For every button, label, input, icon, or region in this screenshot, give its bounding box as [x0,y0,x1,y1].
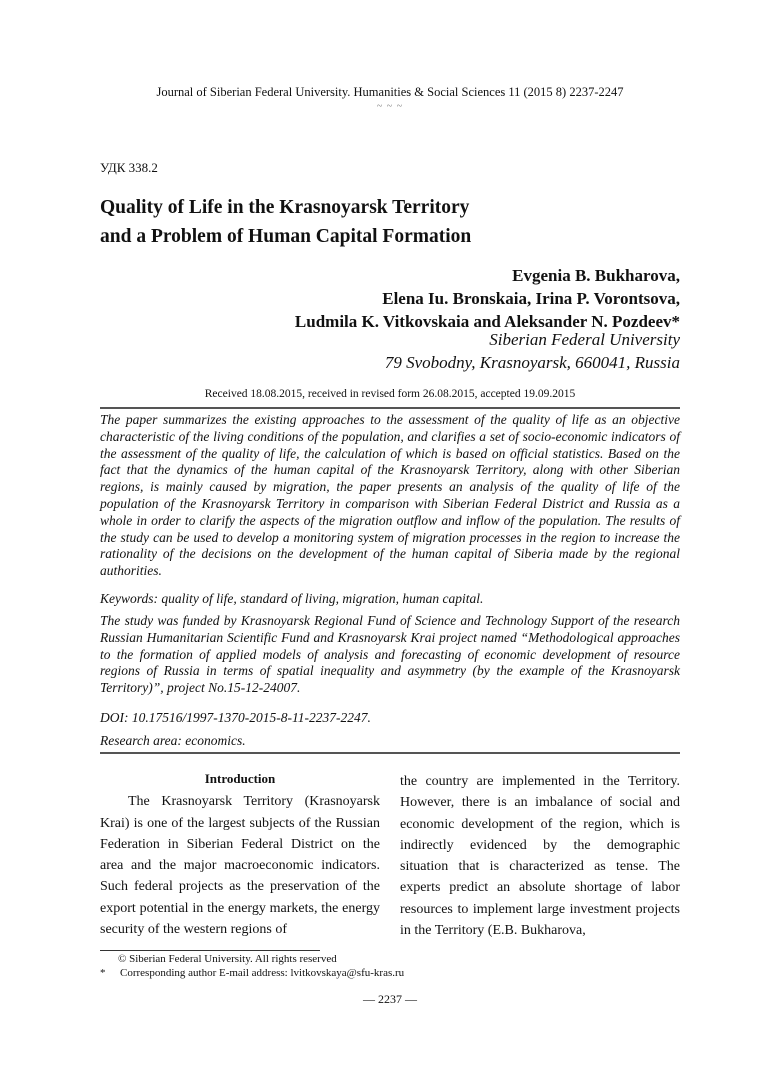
affiliation-address: 79 Svobodny, Krasnoyarsk, 660041, Russia [384,353,680,372]
udk-code: УДК 338.2 [100,160,158,175]
author-line: Elena Iu. Bronskaia, Irina P. Vorontsova, [382,289,680,308]
doi[interactable]: DOI: 10.17516/1997-1370-2015-8-11-2237-2247. [100,710,371,725]
received-dates: Received 18.08.2015, received in revised form 26.08.2015, accepted 19.09.2015 [204,388,576,400]
header-separator: ~ ~ ~ [376,101,404,112]
abstract: The paper summarizes the existing approaches to the assessment of the quality of life as an objective characteristic of the living conditions of the population, and clarifies a set of socio-economic indicators of the assessment of the quality of life, the calculation of which is based on official statistics. Based on the fact that the dynamics of the human capital of the Krasnoyarsk Territory, along with other Siberian regions, is mainly caused by migration, the paper presents an analysis of the quality of life of the population of the Krasnoyarsk Territory in comparison with Siberian Federal District and Russia as a whole in order to clarify the aspects of the migration outflow and inflow of the population. The results of the study can be used to develop a monitoring system of migration processes in the region to increase the rationality of the decisions on the development of the human capital of Siberia made by the regional authorities. [100,412,680,579]
paragraph: The Krasnoyarsk Territory (Krasnoyarsk Krai) is one of the largest subjects of the Russian Federation in Siberian Federal District on the area and the major macroeconomic indicators. Such federal projects as the preservation of the export potential in the energy markets, the energy security of the western regions of [100,794,380,938]
footnote-rule [100,950,320,951]
paper-title [100,193,471,251]
author-line: Evgenia B. Bukharova, [512,266,680,285]
section-heading-introduction: Introduction [204,771,276,786]
journal-header: Journal of Siberian Federal University. Humanities & Social Sciences 11 (2015 8) 2237-2247 [156,85,624,99]
keywords: Keywords: quality of life, standard of living, migration, human capital. [100,591,484,606]
affiliation [385,328,680,374]
affiliation-university: Siberian Federal University [489,330,680,349]
corresponding-author-email[interactable]: Corresponding author E-mail address: lvitkovskaya@sfu-kras.ru [120,967,405,979]
research-area: Research area: economics. [100,733,246,748]
footnote-marker: * [100,967,106,979]
body-column-right [400,771,680,941]
body-column-left [100,768,380,940]
title-line-2: and a Problem of Human Capital Formation [100,226,472,247]
abstract-bottom-rule [100,752,680,754]
footnote-copyright: © Siberian Federal University. All rights reserved [118,953,337,965]
author-list [295,264,680,333]
page-number: — 2237 — [363,992,417,1006]
title-line-1: Quality of Life in the Krasnoyarsk Territory [100,197,470,218]
footnote-corresponding-author [100,966,404,980]
abstract-top-rule [100,407,680,409]
paragraph: the country are implemented in the Territory. However, there is an imbalance of social and economic development of the region, which is indirectly evidenced by the demographic situation that is characterized as tense. The experts predict an absolute shortage of labor resources to implement large investment projects in the Territory (E.B. Bukharova, [400,774,680,939]
funding-note: The study was funded by Krasnoyarsk Regional Fund of Science and Technology Support of the research Russian Humanitarian Scientific Fund and Krasnoyarsk Krai project named “Methodological approaches to the formation of applied models of analysis and forecasting of economic development of resource regions of Russia in terms of spatial inequality and asymmetry (by the example of the Krasnoyarsk Territory)”, project No.15-12-24007. [100,613,680,696]
author-line: Ludmila K. Vitkovskaia and Aleksander N. Pozdeev* [294,312,680,331]
